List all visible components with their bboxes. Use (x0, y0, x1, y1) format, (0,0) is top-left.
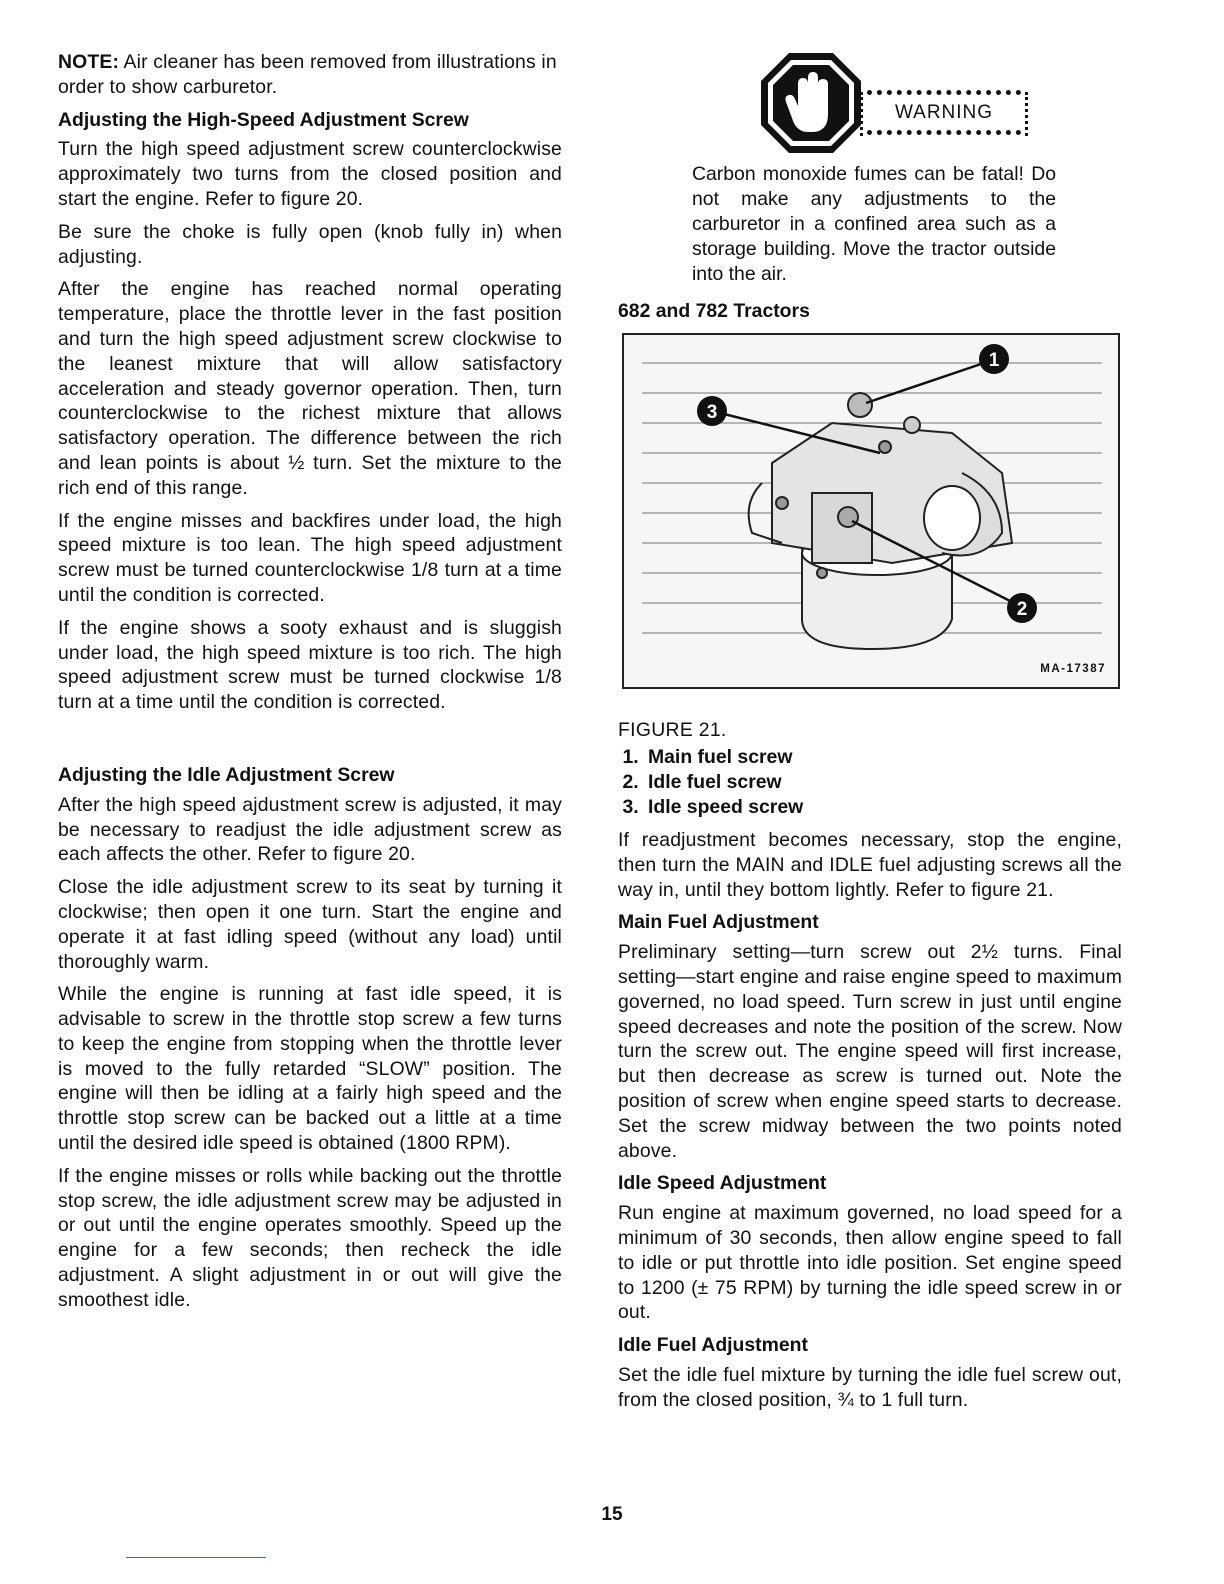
warning-label-box (860, 92, 1028, 136)
section-heading-idle: Adjusting the Idle Adjustment Screw (58, 763, 395, 786)
section-heading-idle-speed: Idle Speed Adjustment (618, 1172, 827, 1195)
paragraph: While the engine is running at fast idle speed, it is advisable to screw in the throttle stop screw a few turns to keep the engine from stopping when the throttle lever is moved to the fully retarded “SLOW” position. The engine will then be idling at a fairly high speed and the throttle stop screw can be backed out a little at a time until the desired idle speed is obtained (1800 RPM). (58, 983, 562, 1155)
paragraph: Be sure the choke is fully open (knob fully in) when adjusting. (58, 220, 562, 268)
section-heading-high-speed: Adjusting the High-Speed Adjustment Screw (58, 108, 469, 131)
paragraph: After the high speed ajdustment screw is adjusted, it may be necessary to readjust the idle adjustment screw as each affects the other. Refer to figure 20. (58, 793, 562, 866)
warning-block (618, 50, 1122, 300)
note-text: Air cleaner has been removed from illustrations in order to show carburetor. (58, 51, 557, 98)
svg-text:1: 1 (988, 350, 1000, 371)
paragraph: After the engine has reached normal operating temperature, place the throttle lever in the fast position and turn the high speed adjustment screw clockwise to the leanest mixture that will allow satisfactory acceleration and steady governor operation. Then, turn counterclockwise to the richest mixture that allows satisfactory operation. The difference between the rich and lean points is about ½ turn. Set the mixture to the rich end of this range. (58, 278, 562, 499)
section-heading-idle-fuel: Idle Fuel Adjustment (618, 1334, 808, 1357)
paragraph: Set the idle fuel mixture by turning the idle fuel screw out, from the closed position, ¾ to 1 full turn. (618, 1363, 1122, 1411)
stop-hand-icon (758, 50, 864, 156)
figure-code: MA-17387 (1040, 663, 1106, 675)
paragraph: Close the idle adjustment screw to its seat by turning it clockwise; then open it one turn. Start the engine and operate it at fast idling speed (without any load) until thoroughly warm. (58, 876, 562, 973)
note-label: NOTE: (58, 51, 120, 73)
note-paragraph (58, 50, 562, 100)
carburetor-figure (622, 333, 1120, 689)
paragraph: If the engine shows a sooty exhaust and is sluggish under load, the high speed mixture is too rich. The high speed adjustment screw must be turned clockwise 1/8 turn at a time until the condition is corrected. (58, 616, 562, 714)
section-spacer (58, 723, 562, 763)
callout-2 (1007, 593, 1037, 623)
figure-caption: FIGURE 21. (618, 719, 727, 741)
warning-border-top (867, 90, 1021, 101)
callout-1 (979, 344, 1009, 374)
carburetor-illustration (622, 333, 1120, 689)
warning-border-bottom (867, 130, 1021, 141)
paragraph: If the engine misses and backfires under load, the high speed mixture is too lean. The high speed adjustment screw must be turned counterclockwise 1/8 turn at a time until the condition is corrected. (58, 509, 562, 606)
figure-heading: 682 and 782 Tractors (618, 300, 810, 322)
svg-text:3: 3 (706, 402, 718, 423)
warning-title: WARNING (894, 102, 994, 123)
parts-list (618, 745, 1122, 820)
svg-text:2: 2 (1016, 599, 1028, 620)
readjustment-paragraph: If readjustment becomes necessary, stop the engine, then turn the MAIN and IDLE fuel adjusting screws all the way in, until they bottom lightly. Refer to figure 21. (618, 829, 1122, 901)
paragraph: Turn the high speed adjustment screw counterclockwise approximately two turns from the closed position and start the engine. Refer to figure 20. (58, 138, 562, 210)
left-column (58, 50, 562, 1321)
paragraph: Preliminary setting—turn screw out 2½ turns. Final setting—start engine and raise engine speed to maximum governed, no load speed. Turn screw in just until engine speed decreases and note the position of the screw. Now turn the screw out. The engine speed will first increase, but then decrease as screw is turned out. Note the position of screw when engine speed starts to decrease. Set the screw midway between the two points noted above. (618, 941, 1122, 1162)
warning-text: Carbon monoxide fumes can be fatal! Do not make any adjustments to the carburetor in a confined area such as a storage building. Move the tractor outside into the air. (692, 163, 1056, 285)
list-item: 2. Idle fuel screw (644, 770, 1122, 795)
paragraph: If the engine misses or rolls while backing out the throttle stop screw, the idle adjustment screw may be adjusted in or out until the engine operates smoothly. Speed up the engine for a few seconds; then recheck the idle adjustment. A slight adjustment in or out will give the smoothest idle. (58, 1164, 562, 1311)
callout-3 (697, 396, 727, 426)
footer-rule (126, 1557, 266, 1558)
page-number: 15 (601, 1504, 623, 1525)
right-column (618, 50, 1122, 1421)
list-item: 1. Main fuel screw (644, 745, 1122, 770)
list-item: 3. Idle speed screw (644, 795, 1122, 820)
paragraph: Run engine at maximum governed, no load speed for a minimum of 30 seconds, then allow engine speed to fall to idle or put throttle into idle position. Set engine speed to 1200 (± 75 RPM) by turning the idle speed screw in or out. (618, 1202, 1122, 1324)
section-heading-main-fuel: Main Fuel Adjustment (618, 911, 819, 934)
